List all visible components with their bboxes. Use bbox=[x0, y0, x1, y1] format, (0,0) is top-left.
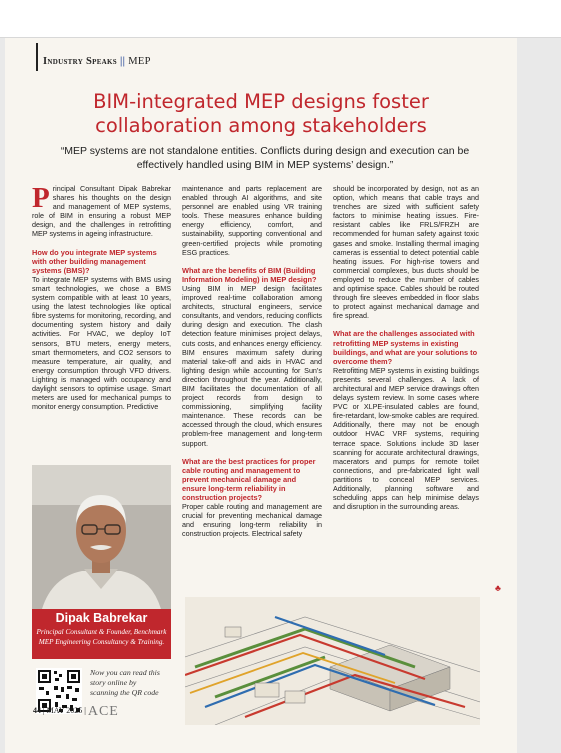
answer-paragraph: Proper cable routing and management are crucial for preventing mechanical damage and ensuring long-term reliability in construction projects. Electrical safety bbox=[182, 502, 322, 539]
title-line-1: BIM-integrated MEP designs foster bbox=[93, 90, 429, 113]
column-2 bbox=[182, 184, 322, 547]
answer-paragraph-continued: maintenance and parts replacement are enabled through AI algorithms, and site personnel are enabled using VR training tools. These measures enhance building energy efficiency, comfort, and sustainability, supporting conventional and green-certified projects while promoting ESG practices. bbox=[182, 184, 322, 257]
profile-name: Dipak Babrekar bbox=[55, 611, 148, 625]
footer-separator-2: | bbox=[84, 706, 86, 715]
profile-name-box bbox=[32, 609, 171, 659]
portrait-photo bbox=[32, 465, 171, 609]
mep-bim-model-image bbox=[185, 597, 480, 725]
page-number: 44 bbox=[33, 706, 41, 715]
profile-role: Principal Consultant & Founder, Benchmark MEP Engineering Consultancy & Training. bbox=[36, 628, 167, 646]
answer-paragraph: Using BIM in MEP design facilitates improved real-time collaboration among architects, structural engineers, service consultants, and vendors, reducing conflicts during design and execution. The clash detection feature minimises project delays, cuts costs, and enhances energy efficiency. BIM ensures maximum safety during material take-off and aids in HVAC and lighting design while accounting for Sun’s direction throughout the year. Additionally, BIM facilitates the documentation of all project records from design to commissioning, simplifying facility maintenance. These records can be accessed through the cloud, which ensures problem-free management and long-term support. bbox=[182, 283, 322, 448]
footer-separator: | bbox=[43, 706, 45, 715]
section-header bbox=[43, 56, 151, 67]
viewer-top-strip bbox=[0, 0, 561, 38]
answer-paragraph-continued: should be incorporated by design, not as an option, which means that cable trays and trenches are sized with sufficient safety factors to minimise heating issues. Fire-resistant cables like FRLS/FRZH are recommended for human safety against toxic gases and smoke. Installing thermal imaging cameras is essential to detect potential cable heating issues. For high-rise towers and commercial complexes, bus ducts should be employed to reduce the number of cables and optimise space. Cables should be routed through fire sleeves embedded in floor slabs to protect against mechanical damage and fire spread. bbox=[333, 184, 479, 321]
magazine-page bbox=[5, 38, 517, 753]
qr-caption: Now you can read this story online by scanning the QR code bbox=[90, 668, 160, 697]
issue-date: MAY 2025 bbox=[46, 706, 83, 715]
title-line-2: collaboration among stakeholders bbox=[95, 114, 427, 137]
article-title bbox=[5, 90, 517, 138]
magazine-logo: ACE bbox=[87, 704, 119, 719]
section-sublabel: MEP bbox=[128, 56, 151, 67]
section-label: Industry Speaks bbox=[43, 56, 117, 67]
pull-quote: “MEP systems are not standalone entities. Conflicts during design and execution can be effectively handled using BIM in MEP systems’ design.” bbox=[60, 145, 470, 171]
section-separator: || bbox=[119, 56, 126, 67]
page-footer bbox=[33, 704, 119, 720]
intro-paragraph bbox=[32, 184, 171, 239]
drop-cap: P bbox=[32, 182, 50, 214]
question-heading: What are the benefits of BIM (Building Information Modeling) in MEP design? bbox=[182, 265, 317, 284]
column-3 bbox=[333, 184, 479, 520]
question-heading: What are the best practices for proper cable routing and management to prevent mechanical damage and ensure long-term reliability in construction projects? bbox=[182, 456, 316, 502]
answer-paragraph: Retrofitting MEP systems in existing buildings presents several challenges. A lack of architectural and MEP service drawings often delays system review. In some cases where PVC or XLPE-insulated cables are found, fire-retardant, low-smoke cables are required. Additionally, there may not be enough outdoor HVAC VRF systems, requiring terrace space. Solutions include 3D laser scanning for accurate architectural drawings, macerators and pumps for remote toilet connections, and pre-fabricated light wall partitions to conceal MEP services. Additionally, planning software and scheduling apps can help minimise delays and disruption in the surrounding areas. bbox=[333, 365, 479, 512]
answer-paragraph: To integrate MEP systems with BMS using smart technologies, we chose a BMS system compatible with at least 10 years, using the latest technologies like optical fibre systems for monitoring, recording, and documenting system history and daily activities. For HVAC, we deploy IoT sensors, BTU meters, energy meters, smart thermometers, and CO2 sensors to measure temperature, air quality, and energy consumption through VFD drivers. Lighting is managed with occupancy and daylight sensors to optimise usage. Smart meters are used for mechanical pumps to monitor energy consumption. Predictive bbox=[32, 274, 171, 412]
question-heading: How do you integrate MEP systems with other building management systems (BMS)? bbox=[32, 247, 157, 275]
question-heading: What are the challenges associated with retrofitting MEP systems in existing buildings, and what are your solutions to overcome them? bbox=[333, 329, 478, 366]
intro-text: rincipal Consultant Dipak Babrekar shares his thoughts on the design and management of MEP systems, role of BIM in ensuring a robust MEP design, and the challenges in retrofitting MEP systems in ageing infrastructure. bbox=[32, 184, 171, 239]
column-1 bbox=[32, 184, 171, 420]
section-bar bbox=[36, 43, 38, 71]
leaf-icon: ♣ bbox=[495, 583, 501, 593]
